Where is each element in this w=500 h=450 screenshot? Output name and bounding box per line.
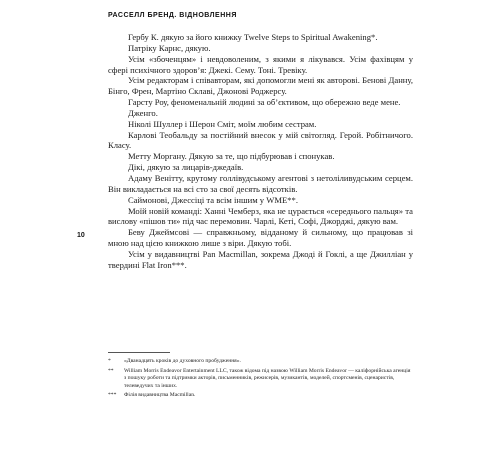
paragraph: Усім редакторам і співавторам, які допомогли мені як авторові. Бенові Данну, Бінго, Френ, Мартіно Склаві, Джонові Роджерсу. [108, 75, 413, 97]
footnote-text: Філія видавництва Macmillan. [124, 392, 196, 398]
paragraph: Усім у видавництві Pan Macmillan, зокрема Джоді й Гоклі, а ще Джилліан у твердині Flat Iron***. [108, 248, 413, 270]
paragraph: Патріку Карнс, дякую. [128, 42, 211, 53]
paragraph: Беву Джеймсові — справжньому, відданому й сильному, що працював зі мною над цією книжкою лише з віри. Дякую тобі. [108, 227, 413, 249]
paragraph: Моїй новій команді: Ханні Чемберз, яка не цурається «середнього пальця» та вислову «пішов ти» під час перемовин. Чарлі, Кеті, Софі, Джорджі, дякую вам. [108, 205, 413, 227]
paragraph: Гербу К. дякую за його книжку Twelve Steps to Spiritual Awakening*. [128, 32, 378, 42]
main-text [108, 32, 413, 271]
paragraph: Метту Моргану. Дякую за те, що підбурював і спонукав. [128, 151, 335, 162]
paragraph: Адаму Венітту, крутому голлівудському агентові з нетоліливудським серцем. Він викладається на всі сто за свої десять відсотків. [108, 172, 413, 194]
paragraph: Дікі, дякую за лицарів-джедаїв. [128, 162, 244, 173]
footnote-mark: ** [108, 367, 114, 374]
page-number: 10 [77, 232, 85, 239]
paragraph: Ніколі Шуллер і Шерон Сміт, моїм любим сестрам. [128, 118, 317, 129]
footnote-text: «Дванадцять кроків до духовного пробудження». [124, 358, 241, 364]
paragraph: Усім «збоченцям» і невдоволеним, з якими я лікувався. Усім фахівцям у сфері психічного здоров’я: Джекі. Сему. Тоні. Тревіку. [108, 53, 413, 75]
footnote [108, 368, 413, 391]
running-header: РАССЕЛЛ БРЕНД. ВІДНОВЛЕННЯ [108, 12, 237, 19]
footnote [108, 392, 413, 400]
footnote-mark: * [108, 358, 111, 364]
paragraph: Карлові Теобальду за постійний внесок у мій світогляд. Герой. Робітничого. Класу. [108, 129, 413, 151]
footnote-divider [108, 352, 170, 353]
footnotes [108, 358, 413, 402]
paragraph: Гарсту Роу, феноменальній людині за об’єктивом, що обережно веде мене. [128, 97, 401, 108]
paragraph: Дженго. [128, 107, 158, 118]
footnote-mark: *** [108, 392, 117, 398]
footnote-text: William Morris Endeavor Entertainment LLC, також відома під назвою William Morris Endeavor — каліфорнійська агенція з пошуку роботи та підтримки акторів, письменників, режисерів, музикантів, моделей, спортсменів, сценаристів, телеведучих та інших. [124, 367, 411, 389]
paragraph: Саймонові, Джессіці та всім іншим у WME**. [128, 194, 298, 205]
footnote [108, 358, 413, 366]
